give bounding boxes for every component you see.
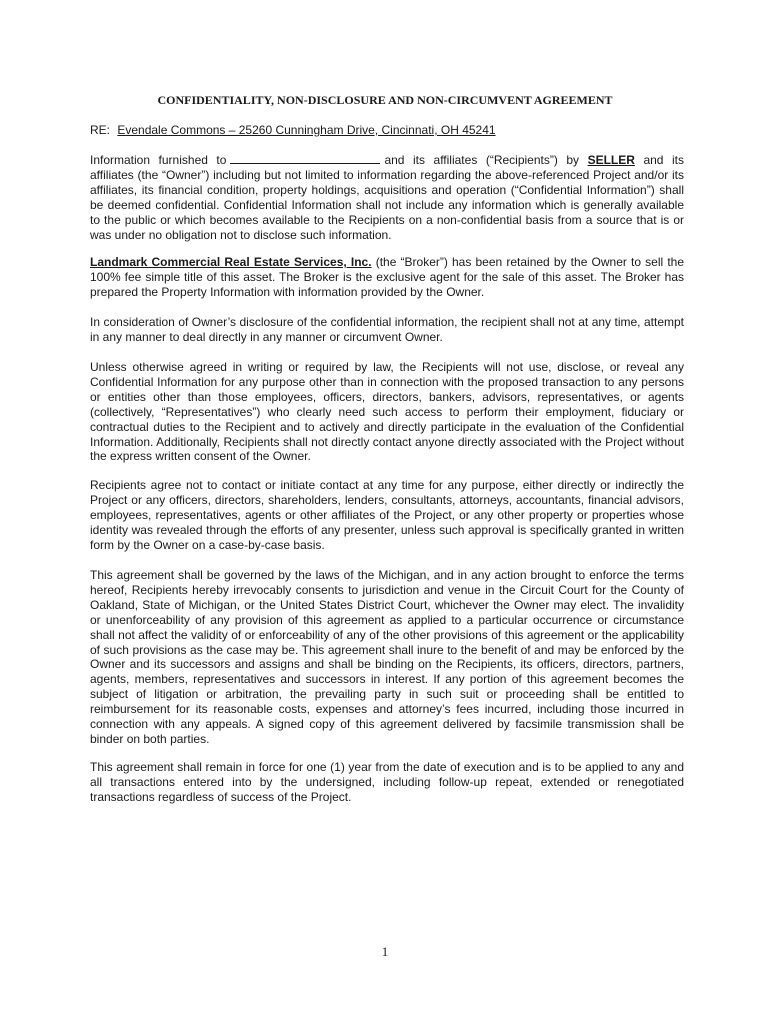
paragraph-information-furnished bbox=[90, 152, 684, 242]
p2-rest-text: (the “Broker”) has been retained by the Owner to sell the 100% fee simple title of this asset. The Broker is the exclusive agent for the sale of this asset. The Broker has prepared the Property Information with information provided by the Owner. bbox=[90, 255, 684, 299]
re-line bbox=[90, 123, 684, 138]
recipient-name-blank[interactable] bbox=[230, 152, 380, 164]
paragraph-broker bbox=[90, 255, 684, 300]
paragraph-non-contact: Recipients agree not to contact or initiate contact at any time for any purpose, either directly or indirectly the Project or any officers, directors, shareholders, lenders, consultants, attorneys, accountants, financial advisors, employees, representatives, agents or other affiliates of the Project, or any other property or properties whose identity was revealed through the efforts of any presenter, unless such approval is specifically granted in written form by the Owner on a case-by-case basis. bbox=[90, 478, 684, 552]
document-title: CONFIDENTIALITY, NON-DISCLOSURE AND NON-CIRCUMVENT AGREEMENT bbox=[157, 93, 613, 107]
paragraph-governing-law: This agreement shall be governed by the laws of the Michigan, and in any action brought to enforce the terms hereof, Recipients hereby irrevocably consents to jurisdiction and venue in the Circuit Court for the County of Oakland, State of Michigan, or the United States District Court, whichever the Owner may elect. The invalidity or unenforceability of any provision of this agreement as applied to a particular occurrence or circumstance shall not affect the validity of or enforceability of any of the other provisions of this agreement or the applicability of such provisions as the case may be. This agreement shall inure to the benefit of and may be enforced by the Owner and its successors and assigns and shall be binding on the Recipients, its officers, directors, partners, agents, members, representatives and successors in interest. If any portion of this agreement becomes the subject of litigation or arbitration, the prevailing party in such suit or proceeding shall be entitled to reimbursement for its reasonable costs, expenses and attorney’s fees incurred, including those incurred in connection with any appeals. A signed copy of this agreement delivered by facsimile transmission shall be binder on both parties. bbox=[90, 568, 684, 746]
re-label: RE: bbox=[90, 123, 111, 137]
seller-label: SELLER bbox=[587, 153, 635, 167]
broker-name: Landmark Commercial Real Estate Services, Inc. bbox=[90, 255, 372, 269]
p1-recipients-text: and its affiliates (“Recipients”) by bbox=[384, 153, 580, 167]
paragraph-non-disclosure: Unless otherwise agreed in writing or required by law, the Recipients will not use, disclose, or reveal any Confidential Information for any purpose other than in connection with the proposed transaction to any persons or entities other than those employees, officers, directors, bankers, advisors, representatives, or agents (collectively, “Representatives”) who clearly need such access to perform their employment, fiduciary or contractual duties to the Recipient and to actively and directly participate in the evaluation of the Confidential Information. Additionally, Recipients shall not directly contact anyone directly associated with the Project without the express written consent of the Owner. bbox=[90, 360, 684, 464]
paragraph-consideration: In consideration of Owner’s disclosure of the confidential information, the recipient shall not at any time, attempt in any manner to deal directly in any manner or circumvent Owner. bbox=[90, 315, 684, 344]
property-address: Evendale Commons – 25260 Cunningham Drive, Cincinnati, OH 45241 bbox=[117, 123, 496, 137]
p1-rest-text: and its affiliates (the “Owner”) including but not limited to information regarding the above-referenced Project and/or its affiliates, its financial condition, property holdings, acquisitions and operation (“Confidential Information”) shall be deemed confidential. Confidential Information shall not include any information which is generally available to the public or which becomes available to the Recipients on a non-confidential basis from a source that is or was under no obligation not to disclose such information. bbox=[90, 153, 684, 242]
paragraph-term: This agreement shall remain in force for one (1) year from the date of execution and is to be applied to any and all transactions entered into by the undersigned, including follow-up repeat, extended or renegotiated transactions regardless of success of the Project. bbox=[90, 760, 684, 804]
page-number: 1 bbox=[381, 944, 389, 959]
p1-lead-text: Information furnished to bbox=[90, 153, 227, 167]
